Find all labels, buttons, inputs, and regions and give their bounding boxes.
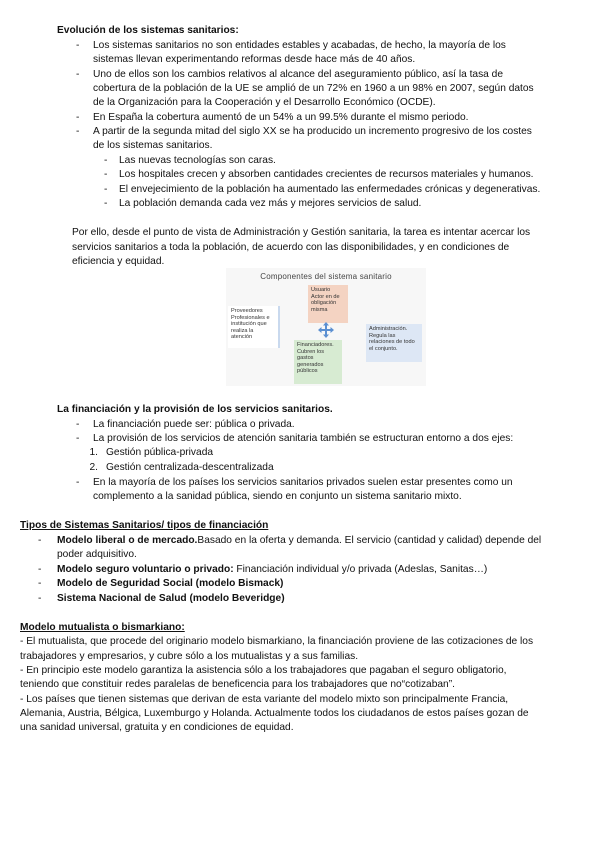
item-bold: Modelo seguro voluntario o privado: xyxy=(57,564,234,575)
box-line: institución que xyxy=(231,321,267,328)
paragraph-line: - El mutualista, que procede del originario modelo bismarkiano, la financiación proviene de las cotizaciones de los xyxy=(20,636,534,647)
section-title-mutualista: Modelo mutualista o bismarkiano: xyxy=(20,622,185,633)
bullet-dash: - xyxy=(38,535,42,546)
bullet-line: de la Organización para la Cooperación y el Desarrollo Económico (OCDE). xyxy=(93,97,436,108)
box-line: obligación xyxy=(311,300,337,307)
box-line: Usuario xyxy=(311,287,331,293)
subbullet-dash: - xyxy=(104,155,108,166)
item-rest: Financiación individual y/o privada (Adeslas, Sanitas…) xyxy=(233,564,488,575)
numbered-line: Gestión centralizada-descentralizada xyxy=(106,462,274,473)
box-line: misma xyxy=(311,306,328,313)
section-title-evolucion: Evolución de los sistemas sanitarios: xyxy=(57,25,239,36)
bullet-line: La financiación puede ser: pública o privada. xyxy=(93,419,295,430)
box-line: Financiadores. xyxy=(297,342,334,348)
paragraph-line: - En principio este modelo garantiza la asistencia sólo a los trabajadores que pagaban el seguro obligatorio, xyxy=(20,665,507,676)
subbullet-line: El envejecimiento de la población ha aumentado las enfermedades crónicas y degenerativas. xyxy=(119,184,541,195)
paragraph-line: - Los países que tienen sistemas que derivan de esta variante del modelo mixto son principalmente Francia, xyxy=(20,694,509,705)
box-line: generados xyxy=(297,361,324,368)
bullet-line: complemento a la sanidad pública, siendo en conjunto un sistema sanitario mixto. xyxy=(93,491,462,502)
box-line: relaciones de todo xyxy=(369,339,415,346)
bullet-line: Los sistemas sanitarios no son entidades estables y acabadas, de hecho, la mayoría de los xyxy=(93,40,506,51)
numbered-marker: 2. xyxy=(89,462,98,473)
list-item xyxy=(57,534,541,549)
bullet-line: Uno de ellos son los cambios relativos al alcance del aseguramiento público, así la tasa de xyxy=(93,69,503,80)
bullet-line: En la mayoría de los países los servicios sanitarios privados suelen estar presentes como un xyxy=(93,477,513,488)
subbullet-line: Los hospitales crecen y absorben cantidades crecientes de recursos materiales y humanos. xyxy=(119,169,534,180)
bullet-line: La provisión de los servicios de atención sanitaria también se estructuran entorno a dos ejes: xyxy=(93,433,514,444)
box-line: Actor en de xyxy=(311,293,340,300)
diagram-box-financiadores xyxy=(294,340,342,384)
numbered-marker: 1. xyxy=(89,447,98,458)
box-line: Proveedores xyxy=(231,308,263,314)
paragraph-line: una sanidad universal, gratuita y en condiciones de equidad. xyxy=(20,722,294,733)
list-item-cont: poder adquisitivo. xyxy=(57,549,137,560)
box-line: el conjunto. xyxy=(369,345,398,352)
section-title-tipos: Tipos de Sistemas Sanitarios/ tipos de financiación xyxy=(20,520,269,531)
box-line: Administración. xyxy=(369,326,408,332)
bullet-line: sistemas llevan experimentando reformas desde hace más de 40 años. xyxy=(93,54,416,65)
diagram-box-administracion xyxy=(366,324,422,362)
box-line: públicos xyxy=(297,368,318,375)
subbullet-line: Las nuevas tecnologías son caras. xyxy=(119,155,276,166)
bullet-dash: - xyxy=(76,477,80,488)
subbullet-dash: - xyxy=(104,198,108,209)
components-diagram xyxy=(226,268,426,386)
diagram-box-usuario xyxy=(308,285,348,323)
box-line: Cubren los xyxy=(297,348,325,355)
bullet-line: cobertura de la población de la UE se amplió de un 72% en 1960 a un 98% en 2007, según datos xyxy=(93,83,534,94)
section-title-financiacion: La financiación y la provisión de los servicios sanitarios. xyxy=(57,404,333,415)
subbullet-line: La población demanda cada vez más y mejores servicios de salud. xyxy=(119,198,422,209)
item-rest: Basado en la oferta y demanda. El servicio (cantidad y calidad) depende del xyxy=(197,535,542,546)
bullet-dash: - xyxy=(76,69,80,80)
paragraph-line: teniendo que constituir redes paralelas de beneficencia para los trabajadores que no“cotizaban”. xyxy=(20,679,455,690)
four-way-arrow-icon xyxy=(318,322,334,338)
diagram-title: Componentes del sistema sanitario xyxy=(260,272,392,281)
list-item xyxy=(57,577,283,592)
paragraph-line: trabajadores y empresarios, y cubre sólo a los mutualistas y a sus familias. xyxy=(20,651,359,662)
bullet-line: A partir de la segunda mitad del siglo XX se ha producido un incremento progresivo de los costes xyxy=(93,126,532,137)
paragraph-line: Por ello, desde el punto de vista de Administración y Gestión sanitaria, la tarea es intentar acercar los xyxy=(72,227,531,238)
bullet-dash: - xyxy=(38,578,42,589)
list-item xyxy=(57,592,285,607)
bullet-dash: - xyxy=(76,40,80,51)
bullet-dash: - xyxy=(76,419,80,430)
item-bold: Modelo de Seguridad Social (modelo Bismack) xyxy=(57,578,284,589)
bullet-dash: - xyxy=(76,126,80,137)
bullet-dash: - xyxy=(38,593,42,604)
bullet-dash: - xyxy=(76,112,80,123)
bullet-dash: - xyxy=(76,433,80,444)
diagram-box-proveedores xyxy=(228,306,280,348)
paragraph-line: Alemania, Austria, Bélgica, Luxemburgo y Holanda. Actualmente todos los ciudadanos de estos países gozan de xyxy=(20,708,529,719)
subbullet-dash: - xyxy=(104,169,108,180)
list-item xyxy=(57,563,487,578)
paragraph-line: eficiencia y equidad. xyxy=(72,256,165,267)
box-line: Profesionales e xyxy=(231,314,270,321)
item-bold: Sistema Nacional de Salud (modelo Beveridge) xyxy=(57,593,285,604)
paragraph-line: servicios sanitarios a toda la población, de acuerdo con las disponibilidades, y en condiciones de xyxy=(72,242,510,253)
bullet-dash: - xyxy=(38,564,42,575)
box-line: gastos xyxy=(297,355,314,362)
subbullet-dash: - xyxy=(104,184,108,195)
box-line: atención xyxy=(231,334,253,341)
bullet-line: de los sistemas sanitarios. xyxy=(93,140,213,151)
box-line: Regula las xyxy=(369,332,396,339)
box-line: realiza la xyxy=(231,327,254,334)
bullet-line: En España la cobertura aumentó de un 54% a un 99.5% durante el mismo periodo. xyxy=(93,112,469,123)
item-bold: Modelo liberal o de mercado. xyxy=(57,535,198,546)
numbered-line: Gestión pública-privada xyxy=(106,447,214,458)
